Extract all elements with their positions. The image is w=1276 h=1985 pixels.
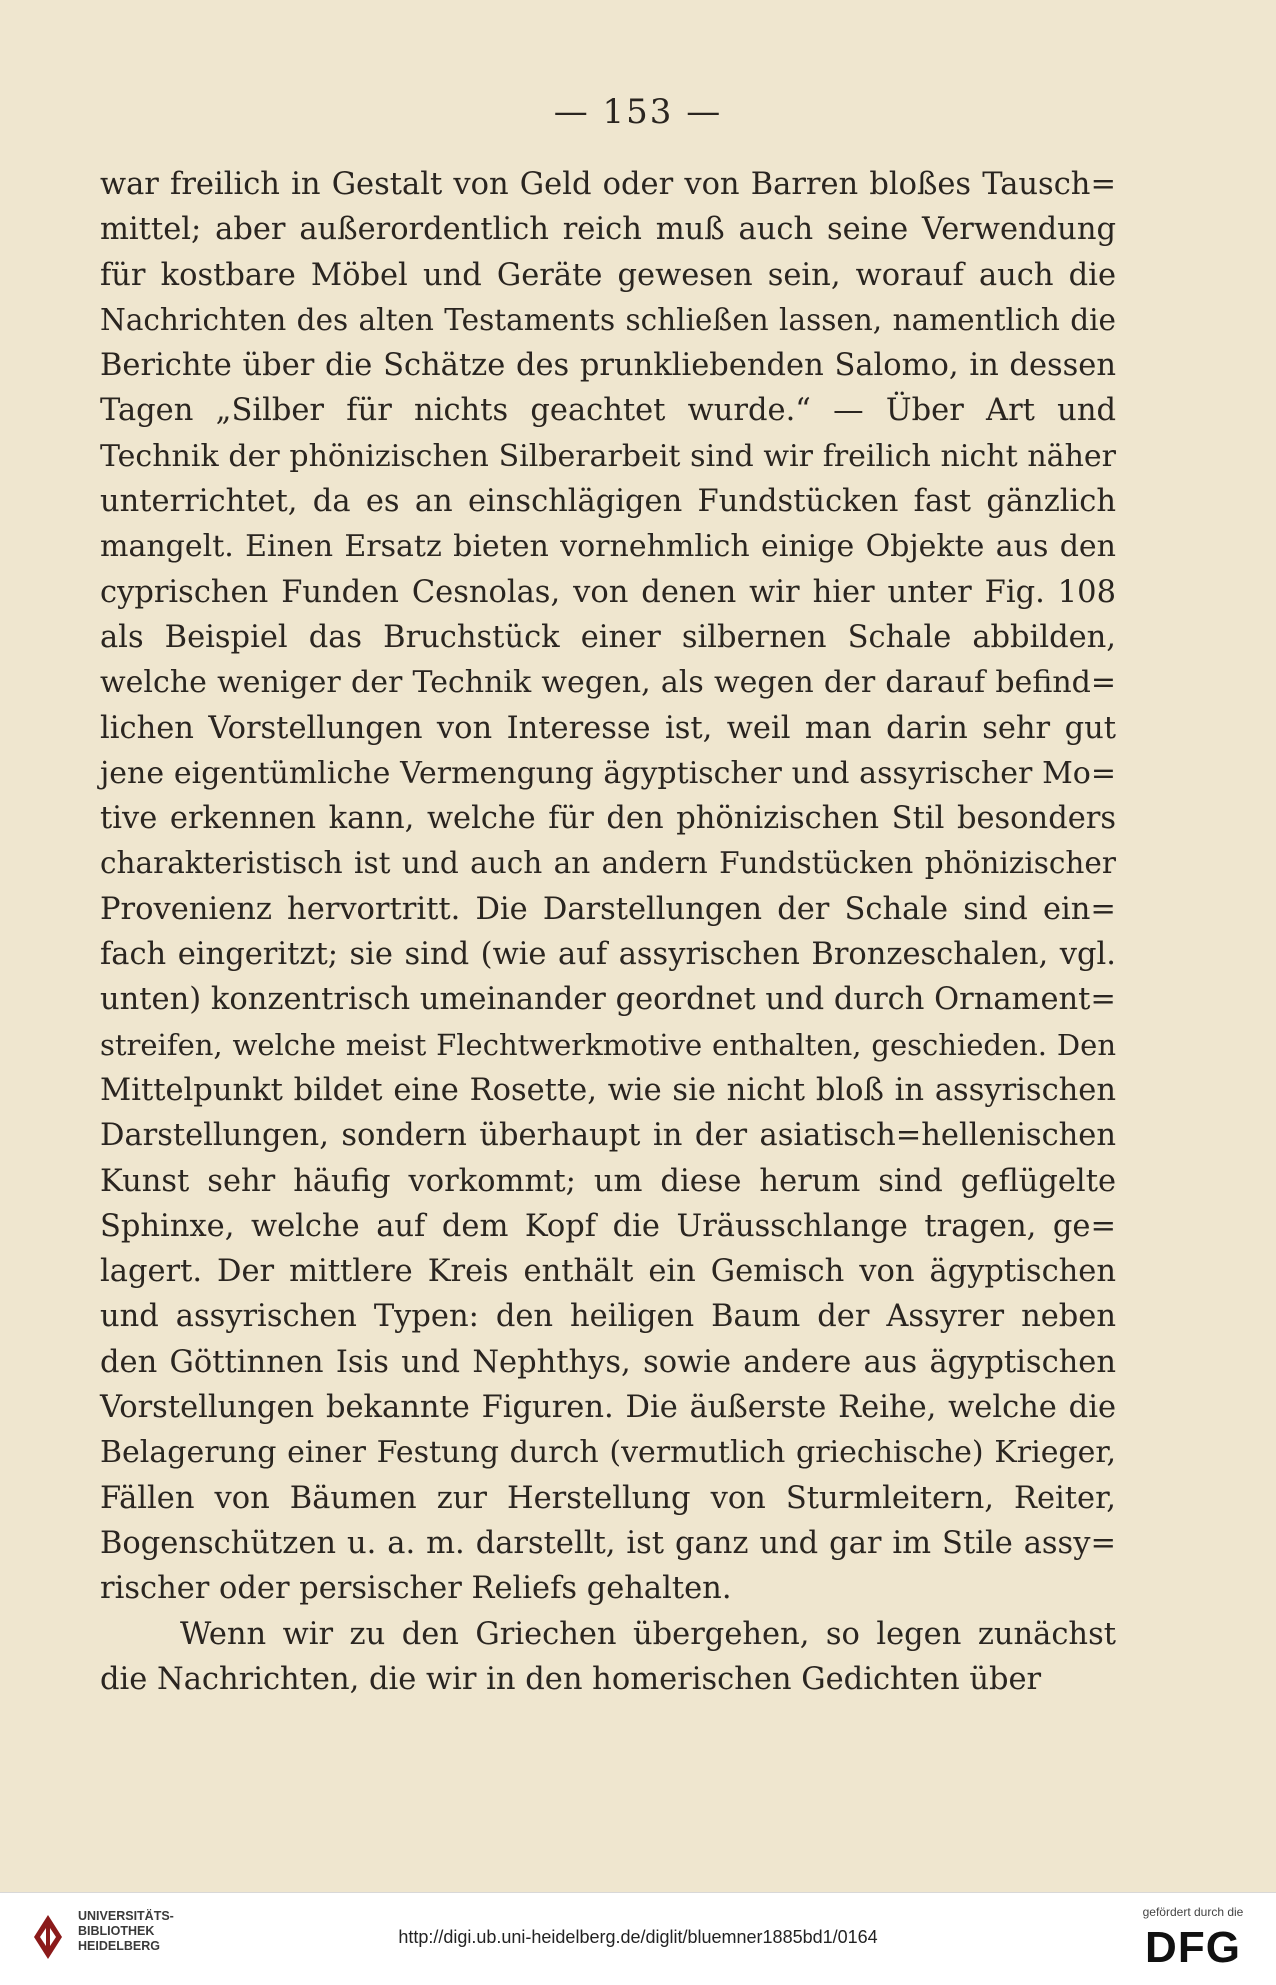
text-line: Sphinxe, welche auf dem Kopf die Uräusschlange tragen, ge=	[100, 1208, 1116, 1244]
text-line: rischer oder persischer Reliefs gehalten.	[100, 1571, 732, 1607]
text-line: mangelt. Einen Ersatz bieten vornehmlich einige Objekte aus den	[100, 529, 1116, 565]
library-name-line: UNIVERSITÄTS-	[78, 1909, 174, 1923]
text-line: Kunst sehr häufig vorkommt; um diese herum sind geflügelte	[100, 1163, 1116, 1199]
text-line: Wenn wir zu den Griechen übergehen, so legen zunächst	[180, 1616, 1116, 1652]
text-line: Berichte über die Schätze des prunkliebenden Salomo, in dessen	[100, 348, 1116, 384]
body-text	[100, 162, 1116, 1702]
text-line: Nachrichten des alten Testaments schließen lassen, namentlich die	[100, 302, 1116, 337]
text-line: Belagerung einer Festung durch (vermutlich griechische) Krieger,	[100, 1435, 1116, 1471]
text-line: Mittelpunkt bildet eine Rosette, wie sie nicht bloß in assyrischen	[100, 1072, 1116, 1108]
funding-block	[1128, 1905, 1258, 1971]
source-url-link[interactable]: http://digi.ub.uni-heidelberg.de/diglit/bluemner1885bd1/0164	[398, 1927, 878, 1947]
text-line: und assyrischen Typen: den heiligen Baum der Assyrer neben	[100, 1299, 1116, 1335]
text-line: Darstellungen, sondern überhaupt in der asiatisch=hellenischen	[100, 1118, 1116, 1154]
text-line: war freilich in Gestalt von Geld oder von Barren bloßes Tausch=	[100, 167, 1116, 202]
text-line: Provenienz hervortritt. Die Darstellungen der Schale sind ein=	[100, 891, 1116, 927]
text-line: lagert. Der mittlere Kreis enthält ein Gemisch von ägyptischen	[100, 1254, 1116, 1290]
text-line: tive erkennen kann, welche für den phönizischen Stil besonders	[100, 801, 1116, 837]
text-line: Technik der phönizischen Silberarbeit sind wir freilich nicht näher	[100, 438, 1116, 474]
text-line: welche weniger der Technik wegen, als wegen der darauf befind=	[100, 665, 1116, 701]
text-line: Vorstellungen bekannte Figuren. Die äußerste Reihe, welche die	[100, 1390, 1116, 1426]
text-line: streifen, welche meist Flechtwerkmotive enthalten, geschieden. Den	[100, 1027, 1116, 1062]
text-line: lichen Vorstellungen von Interesse ist, weil man darin sehr gut	[100, 710, 1116, 746]
text-line: unterrichtet, da es an einschlägigen Fundstücken fast gänzlich	[100, 484, 1116, 520]
dfg-logo: DFG	[1145, 1923, 1241, 1972]
text-line: Fällen von Bäumen zur Herstellung von Sturmleitern, Reiter,	[100, 1480, 1116, 1516]
paragraph	[100, 162, 1116, 1612]
text-line: den Göttinnen Isis und Nephthys, sowie andere aus ägyptischen	[100, 1344, 1116, 1380]
funding-text: gefördert durch die	[1142, 1905, 1244, 1919]
text-line: Tagen „Silber für nichts geachtet wurde.“ — Über Art und	[100, 393, 1116, 429]
library-name-line: BIBLIOTHEK	[78, 1924, 155, 1938]
footer-bar	[0, 1892, 1276, 1985]
text-line: mittel; aber außerordentlich reich muß auch seine Verwendung	[100, 212, 1116, 248]
text-line: jene eigentümliche Vermengung ägyptischer und assyrischer Mo=	[100, 755, 1116, 791]
text-line: Bogenschützen u. a. m. darstellt, ist ganz und gar im Stile assy=	[100, 1525, 1116, 1561]
text-line: als Beispiel das Bruchstück einer silbernen Schale abbilden,	[100, 619, 1116, 655]
text-line: charakteristisch ist und auch an andern Fundstücken phönizischer	[100, 846, 1116, 881]
text-line: für kostbare Möbel und Geräte gewesen sein, worauf auch die	[100, 257, 1116, 293]
text-line: die Nachrichten, die wir in den homerischen Gedichten über	[100, 1661, 1042, 1697]
page-number: — 153 —	[553, 92, 723, 132]
text-line: fach eingeritzt; sie sind (wie auf assyrischen Bronzeschalen, vgl.	[100, 937, 1116, 973]
text-line: unten) konzentrisch umeinander geordnet und durch Ornament=	[100, 982, 1116, 1018]
library-name-line: HEIDELBERG	[78, 1939, 160, 1953]
text-line: cyprischen Funden Cesnolas, von denen wir hier unter Fig. 108	[100, 574, 1116, 610]
paragraph	[100, 1612, 1116, 1703]
